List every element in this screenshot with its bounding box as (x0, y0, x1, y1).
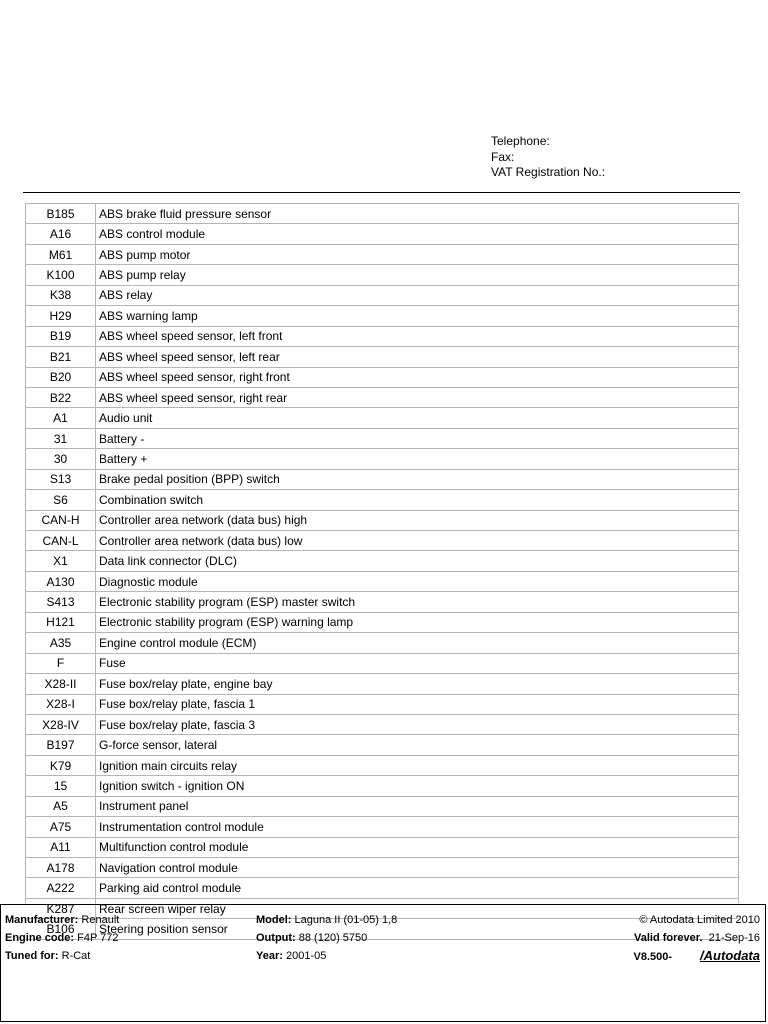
component-code: B197 (26, 735, 96, 755)
version-line (634, 947, 760, 966)
component-description: Data link connector (DLC) (96, 551, 739, 571)
year-value: 2001-05 (285, 950, 327, 962)
manufacturer-label: Manufacturer: (5, 914, 79, 926)
table-row (26, 490, 738, 510)
footer-publisher-info (634, 911, 760, 966)
engine-code-value: F4P 772 (77, 932, 119, 944)
component-description: ABS brake fluid pressure sensor (96, 204, 739, 224)
component-description: Ignition switch - ignition ON (96, 776, 739, 796)
component-table (26, 204, 738, 940)
component-description: ABS pump motor (96, 244, 739, 264)
table-row (26, 796, 738, 816)
table-row (26, 674, 738, 694)
component-code: X1 (26, 551, 96, 571)
table-row (26, 387, 738, 407)
contact-block (491, 134, 605, 181)
component-description: Controller area network (data bus) low (96, 531, 739, 551)
component-code: A16 (26, 224, 96, 244)
component-description: Fuse box/relay plate, engine bay (96, 674, 739, 694)
footer-vehicle-info (5, 911, 119, 965)
component-description: Steering position sensor (96, 919, 739, 939)
component-code: B106 (26, 919, 96, 939)
table-row (26, 224, 738, 244)
component-description: ABS pump relay (96, 265, 739, 285)
tuned-for-label: Tuned for: (5, 950, 59, 962)
table-row (26, 285, 738, 305)
table-row (26, 817, 738, 837)
valid-date: 21-Sep-16 (708, 932, 760, 944)
component-description: Controller area network (data bus) high (96, 510, 739, 530)
table-row (26, 306, 738, 326)
table-row (26, 735, 738, 755)
component-description: Electronic stability program (ESP) master switch (96, 592, 739, 612)
component-code: A178 (26, 858, 96, 878)
component-description: ABS relay (96, 285, 739, 305)
table-row (26, 592, 738, 612)
valid-label: Valid forever. (634, 932, 703, 944)
tuned-for-line (5, 947, 119, 965)
telephone-label: Telephone: (491, 134, 550, 148)
table-row (26, 612, 738, 632)
component-code: B19 (26, 326, 96, 346)
component-code: B20 (26, 367, 96, 387)
component-description: ABS wheel speed sensor, left front (96, 326, 739, 346)
component-description: Diagnostic module (96, 571, 739, 591)
component-description: ABS wheel speed sensor, right front (96, 367, 739, 387)
table-row (26, 469, 738, 489)
table-row (26, 878, 738, 898)
component-code: A5 (26, 796, 96, 816)
vat-label: VAT Registration No.: (491, 165, 606, 179)
component-code: S413 (26, 592, 96, 612)
component-code: H29 (26, 306, 96, 326)
table-row (26, 858, 738, 878)
component-code: A130 (26, 571, 96, 591)
model-value: Laguna II (01-05) 1,8 (294, 914, 398, 926)
component-description: Engine control module (ECM) (96, 633, 739, 653)
table-row (26, 571, 738, 591)
output-label: Output: (256, 932, 296, 944)
component-code: 15 (26, 776, 96, 796)
table-row (26, 347, 738, 367)
component-description: ABS wheel speed sensor, left rear (96, 347, 739, 367)
table-row (26, 551, 738, 571)
component-code: K38 (26, 285, 96, 305)
fax-label: Fax: (491, 149, 515, 164)
version: V8.500- (633, 951, 673, 963)
component-description: Instrument panel (96, 796, 739, 816)
header-divider (23, 192, 740, 193)
component-code: F (26, 653, 96, 673)
component-description: Electronic stability program (ESP) warning lamp (96, 612, 739, 632)
component-code: CAN-L (26, 531, 96, 551)
copyright: © Autodata Limited 2010 (639, 914, 760, 926)
table-row (26, 714, 738, 734)
table-row (26, 633, 738, 653)
table-row (26, 510, 738, 530)
autodata-logo: /Autodata (700, 948, 760, 963)
component-code: X28-IV (26, 714, 96, 734)
document-footer (0, 904, 766, 1022)
component-code: A75 (26, 817, 96, 837)
component-code: S6 (26, 490, 96, 510)
table-row (26, 531, 738, 551)
output-line (256, 929, 397, 947)
component-code: X28-II (26, 674, 96, 694)
manufacturer-line (5, 911, 119, 929)
table-row (26, 408, 738, 428)
component-description: Fuse (96, 653, 739, 673)
component-description: Battery - (96, 428, 739, 448)
table-row (26, 837, 738, 857)
component-description: ABS wheel speed sensor, right rear (96, 387, 739, 407)
tuned-for-value: R-Cat (61, 950, 91, 962)
component-description: Ignition main circuits relay (96, 755, 739, 775)
table-row (26, 244, 738, 264)
component-code: M61 (26, 244, 96, 264)
model-line (256, 911, 397, 929)
component-description: Instrumentation control module (96, 817, 739, 837)
table-row (26, 367, 738, 387)
engine-code-line (5, 929, 119, 947)
component-code: K287 (26, 898, 96, 918)
component-code: B185 (26, 204, 96, 224)
table-row (26, 428, 738, 448)
component-code: A35 (26, 633, 96, 653)
year-line (256, 947, 397, 965)
component-description: Brake pedal position (BPP) switch (96, 469, 739, 489)
footer-model-info (256, 911, 397, 965)
table-row (26, 265, 738, 285)
table-row (26, 694, 738, 714)
component-code: K100 (26, 265, 96, 285)
component-description: G-force sensor, lateral (96, 735, 739, 755)
table-row (26, 776, 738, 796)
output-value: 88 (120) 5750 (298, 932, 368, 944)
component-description: Combination switch (96, 490, 739, 510)
manufacturer-value: Renault (81, 914, 120, 926)
component-code: B21 (26, 347, 96, 367)
component-description: Navigation control module (96, 858, 739, 878)
component-description: Fuse box/relay plate, fascia 1 (96, 694, 739, 714)
table-row (26, 755, 738, 775)
component-description: Audio unit (96, 408, 739, 428)
component-code: K79 (26, 755, 96, 775)
engine-code-label: Engine code: (5, 932, 75, 944)
component-description: Multifunction control module (96, 837, 739, 857)
component-code: CAN-H (26, 510, 96, 530)
year-label: Year: (256, 950, 283, 962)
component-description: ABS control module (96, 224, 739, 244)
component-description: Fuse box/relay plate, fascia 3 (96, 714, 739, 734)
component-code: 31 (26, 428, 96, 448)
component-description: ABS warning lamp (96, 306, 739, 326)
component-code: S13 (26, 469, 96, 489)
component-code: A222 (26, 878, 96, 898)
component-description: Battery + (96, 449, 739, 469)
model-label: Model: (256, 914, 292, 926)
component-code: A11 (26, 837, 96, 857)
component-description: Rear screen wiper relay (96, 898, 739, 918)
validity-line (634, 929, 760, 947)
table-row (26, 449, 738, 469)
table-row (26, 326, 738, 346)
table-row (26, 653, 738, 673)
component-code: A1 (26, 408, 96, 428)
component-code: H121 (26, 612, 96, 632)
component-description: Parking aid control module (96, 878, 739, 898)
component-code: B22 (26, 387, 96, 407)
component-code: X28-I (26, 694, 96, 714)
component-code: 30 (26, 449, 96, 469)
table-row (26, 204, 738, 224)
